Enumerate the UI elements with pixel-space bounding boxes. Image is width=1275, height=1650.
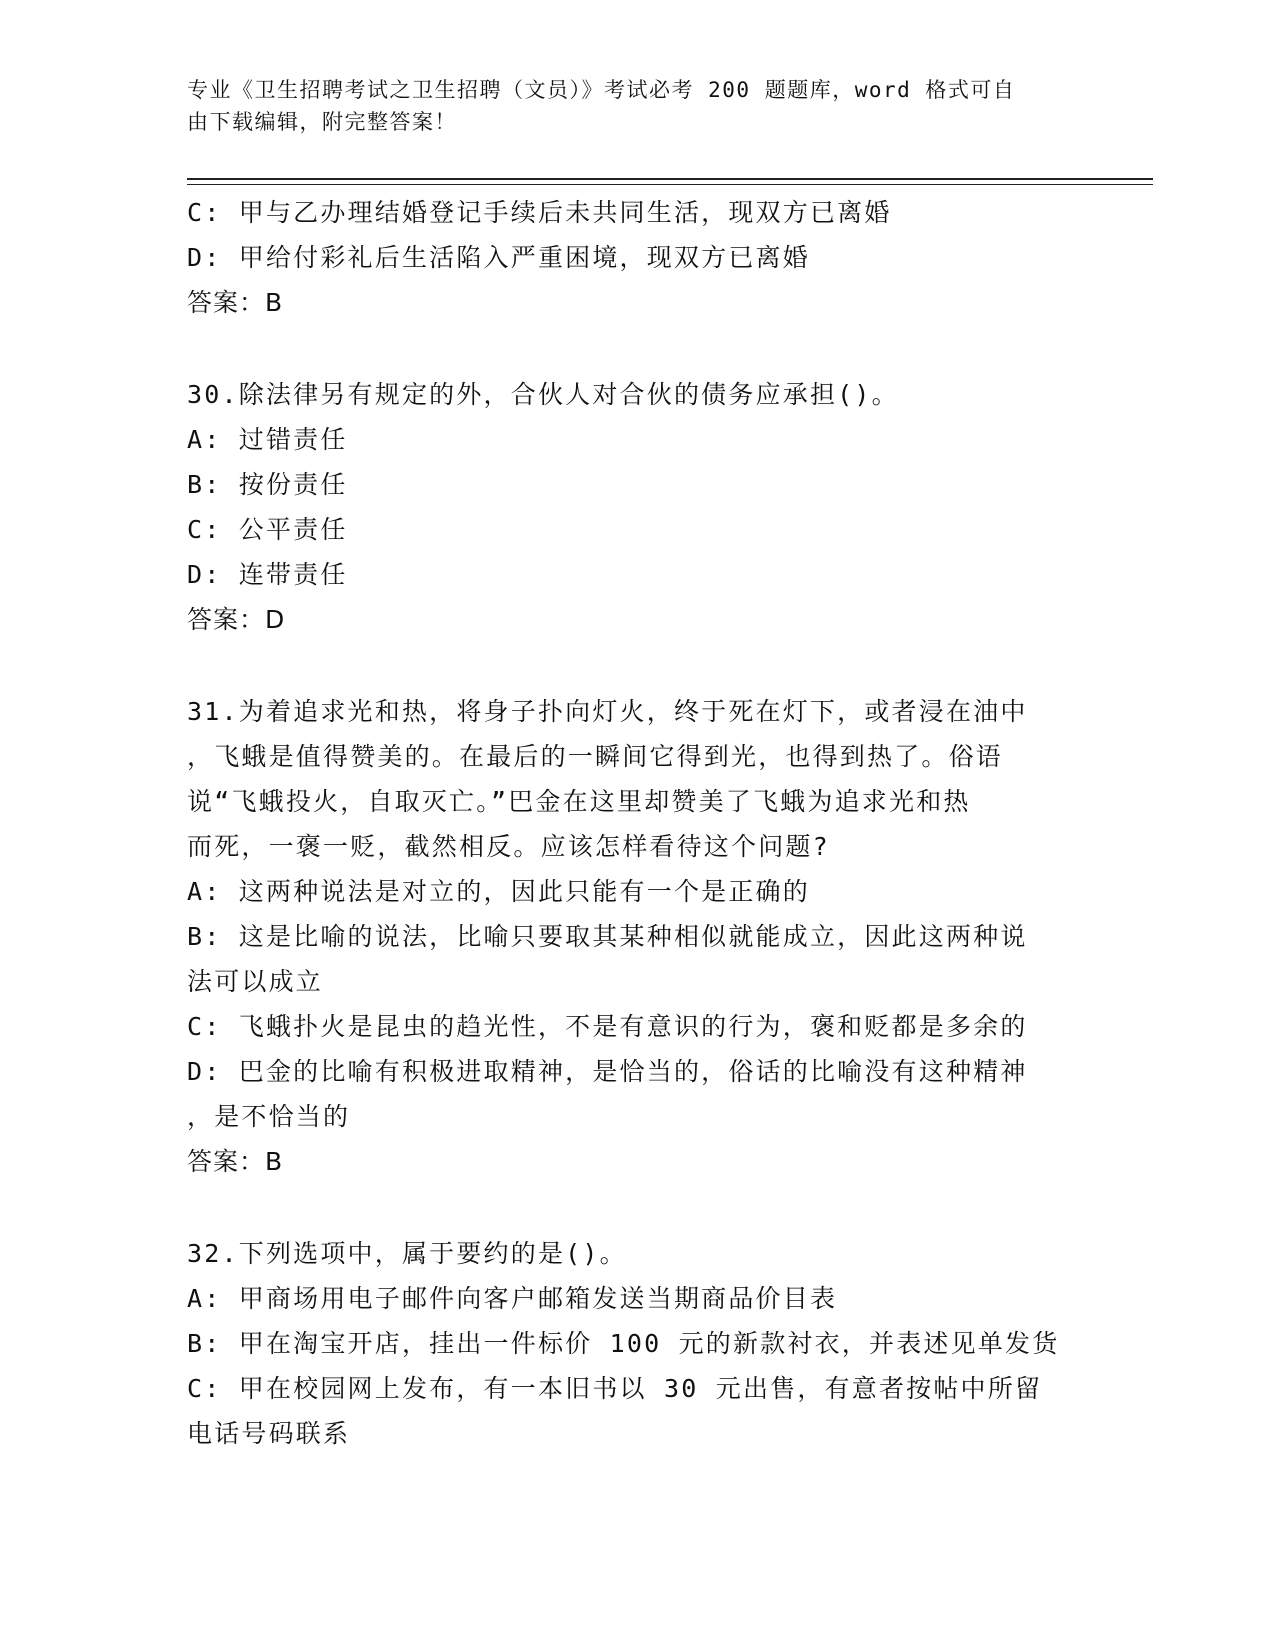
answer-line: 答案：D <box>187 605 286 634</box>
option-line: D: 甲给付彩礼后生活陷入严重困境，现双方已离婚 <box>187 243 810 272</box>
option-line: 电话号码联系 <box>187 1419 351 1448</box>
header-rule-thin <box>187 184 1153 185</box>
option-line: C: 飞蛾扑火是昆虫的趋光性，不是有意识的行为，褒和贬都是多余的 <box>187 1012 1028 1041</box>
question-stem: ，飞蛾是值得赞美的。在最后的一瞬间它得到光，也得到热了。俗语 <box>187 742 1004 771</box>
option-line: ，是不恰当的 <box>187 1102 351 1131</box>
question-content <box>187 190 1067 1456</box>
block-spacer <box>187 1184 1067 1231</box>
header-rule-thick <box>187 178 1153 180</box>
question-stem: 30.除法律另有规定的外，合伙人对合伙的债务应承担()。 <box>187 380 899 409</box>
block-spacer <box>187 325 1067 372</box>
option-line: B: 甲在淘宝开店，挂出一件标价 100 元的新款衬衣，并表述见单发货 <box>187 1329 1060 1358</box>
option-line: D: 巴金的比喻有积极进取精神，是恰当的，俗话的比喻没有这种精神 <box>187 1057 1028 1086</box>
question-stem: 31.为着追求光和热，将身子扑向灯火，终于死在灯下，或者浸在油中 <box>187 697 1028 726</box>
block-spacer <box>187 642 1067 689</box>
option-line: A: 过错责任 <box>187 425 348 454</box>
option-line: B: 这是比喻的说法，比喻只要取其某种相似就能成立，因此这两种说 <box>187 922 1028 951</box>
option-line: C: 公平责任 <box>187 515 348 544</box>
option-line: 法可以成立 <box>187 967 324 996</box>
question-stem: 而死，一褒一贬，截然相反。应该怎样看待这个问题? <box>187 832 830 861</box>
question-block <box>187 689 1067 1184</box>
header-line-1: 专业《卫生招聘考试之卫生招聘（文员）》考试必考 200 题题库，word 格式可自 <box>187 78 1016 102</box>
option-line: C: 甲在校园网上发布，有一本旧书以 30 元出售，有意者按帖中所留 <box>187 1374 1043 1403</box>
question-block <box>187 190 1067 325</box>
answer-line: 答案：B <box>187 288 284 317</box>
answer-line: 答案：B <box>187 1147 284 1176</box>
option-line: B: 按份责任 <box>187 470 348 499</box>
option-line: A: 甲商场用电子邮件向客户邮箱发送当期商品价目表 <box>187 1284 838 1313</box>
header-line-2: 由下载编辑，附完整答案！ <box>187 110 457 134</box>
option-line: D: 连带责任 <box>187 560 348 589</box>
question-block <box>187 1231 1067 1456</box>
question-stem: 32.下列选项中，属于要约的是()。 <box>187 1239 627 1268</box>
question-block <box>187 372 1067 642</box>
question-stem: 说“飞蛾投火，自取灭亡。”巴金在这里却赞美了飞蛾为追求光和热 <box>187 787 971 816</box>
page-header <box>187 74 1067 138</box>
option-line: A: 这两种说法是对立的，因此只能有一个是正确的 <box>187 877 810 906</box>
option-line: C: 甲与乙办理结婚登记手续后未共同生活，现双方已离婚 <box>187 198 892 227</box>
